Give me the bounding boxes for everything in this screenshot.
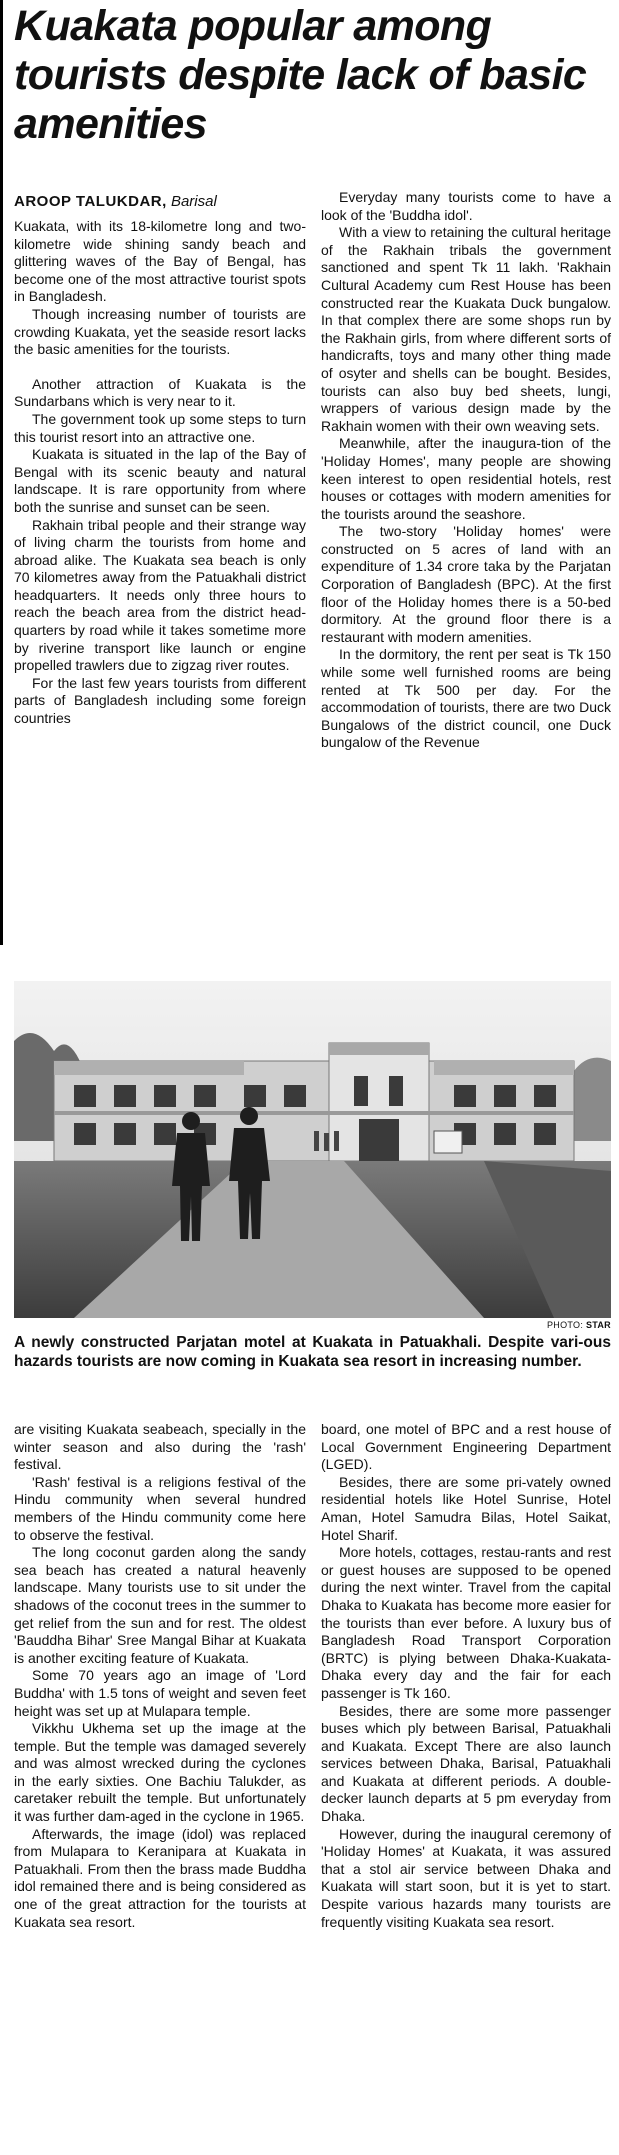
- byline-author: AROOP TALUKDAR,: [14, 193, 167, 210]
- headline: Kuakata popular among tourists despite lack of basic amenities: [14, 2, 587, 148]
- byline: [14, 192, 344, 212]
- article-column-3: [14, 1421, 306, 1931]
- paragraph: The two-story 'Holiday homes' were constructed on 5 acres of land with an expenditure of 1.34 crore taka by the Parjatan Corporation of Bangladesh (BPC). At the first floor of the Holiday homes there is a 50-bed dormitory. At the ground floor there is a restaurant with modern amenities.: [321, 523, 611, 645]
- paragraph: Some 70 years ago an image of 'Lord Buddha' with 1.5 tons of weight and seven feet height was set up at Mulapara temple.: [14, 1667, 306, 1719]
- paragraph: Vikkhu Ukhema set up the image at the temple. But the temple was damaged severely and was almost wrecked during the cyclones in the early sixties. One Bachiu Talukder, as caretaker rebuilt the temple. But unfortunately it was further dam-aged in the cyclone in 1965.: [14, 1720, 306, 1825]
- paragraph: Though increasing number of tourists are crowding Kuakata, yet the seaside resort lacks the basic amenities for the tourists.: [14, 305, 306, 358]
- paragraph: With a view to retaining the cultural heritage of the Rakhain tribals the government sanctioned and spent Tk 11 lakh. 'Rakhain Cultural Academy cum Rest House has been constructed rear the Kuakata Duck bungalow. In that complex there are some shops run by the Rakhain girls, from where different sorts of handicrafts, toys and many other thing made of osyter and shells can be bought. Besides, tourists can also buy bed sheets, lungi, wrappers of various design made by the Rakhain women with their own weaving sets.: [321, 224, 611, 434]
- paragraph: Everyday many tourists come to have a look of the 'Buddha idol'.: [321, 189, 611, 223]
- paragraph: 'Rash' festival is a religions festival of the Hindu community when several hundred members of the Hindu community come here to observe the festival.: [14, 1473, 306, 1543]
- paragraph: In the dormitory, the rent per seat is Tk 150 while some well furnished rooms are being rented at Tk 500 per day. For the accommodation of tourists, there are two Duck Bungalows of the district council, one Duck bungalow of the Revenue: [321, 646, 611, 751]
- paragraph: board, one motel of BPC and a rest house of Local Government Engineering Department (LGED).: [321, 1421, 611, 1473]
- paragraph: Afterwards, the image (idol) was replaced from Mulapara to Keranipara at Kuakata in Patuakhali. From then the brass made Buddha idol remained there and is being considered as one of the great attraction for the tourists at Kuakata sea resort.: [14, 1825, 306, 1930]
- column-rule: [0, 0, 3, 945]
- photo-caption: A newly constructed Parjatan motel at Kuakata in Patuakhali. Despite vari-ous hazards tourists are now coming in Kuakata sea resort in increasing number.: [14, 1334, 611, 1370]
- paragraph: Meanwhile, after the inaugura-tion of the 'Holiday Homes', many people are showing keen interest to open residential hotels, rest houses or cottages with modern amenities for the tourists around the seashore.: [321, 435, 611, 522]
- article-column-1: [14, 218, 306, 728]
- motel-photo: [14, 981, 611, 1318]
- paragraph: Kuakata is situated in the lap of the Bay of Bengal with its scenic beauty and natural landscape. It is rare opportunity from where both the sunrise and sunset can be seen.: [14, 446, 306, 515]
- paragraph: Rakhain tribal people and their strange way of living charm the tourists from home and abroad alike. The Kuakata sea beach is only 70 kilometres away from the Patuakhali district headquarters. It needs only three hours to reach the beach area from the district head-quarters by road while it takes sometime more by riverine transport like launch or engine propelled trawlers due to zigzag river routes.: [14, 516, 306, 674]
- article-column-4: [321, 1421, 611, 1931]
- paragraph: Besides, there are some pri-vately owned residential hotels like Hotel Sunrise, Hotel Aman, Hotel Samudra Bilas, Hotel Saikat, Hotel Sharif.: [321, 1473, 611, 1543]
- paragraph: Kuakata, with its 18-kilometre long and two-kilometre wide shining sandy beach and glittering waves of the Bay of Bengal, has become one of the most attractive tourist spots in Bangladesh.: [14, 218, 306, 305]
- paragraph: For the last few years tourists from different parts of Bangladesh including some foreign countries: [14, 674, 306, 727]
- paragraph: are visiting Kuakata seabeach, specially in the winter season and also during the 'rash' festival.: [14, 1421, 306, 1473]
- paragraph: The long coconut garden along the sandy sea beach has created a natural heavenly landscape. Many tourists use to sit under the shadows of the coconut trees in the summer to get relief from the sun and for rest. The oldest 'Bauddha Bihar' Sree Mangal Bihar at Kuakata is another exciting feature of Kuakata.: [14, 1544, 306, 1666]
- paragraph: However, during the inaugural ceremony of 'Holiday Homes' at Kuakata, it was assured that a stol air service between Dhaka and Kuakata will start soon, but it is yet to start. Despite various hazards many tourists are frequently visiting Kuakata sea resort.: [321, 1825, 611, 1930]
- paragraph: Another attraction of Kuakata is the Sundarbans which is very near to it.: [14, 375, 306, 410]
- byline-location: Barisal: [170, 193, 217, 210]
- photo-credit-source: STAR: [585, 1320, 611, 1330]
- paragraph: More hotels, cottages, restau-rants and rest or guest houses are supposed to be opened during the next winter. Travel from the capital Dhaka to Kuakata has become more easier for the tourists than ever before. A luxury bus of Bangladesh Road Transport Corporation (BRTC) is plying between Dhaka-Kuakata-Dhaka every day and the fair for each passenger is Tk 160.: [321, 1544, 611, 1701]
- paragraph: The government took up some steps to turn this tourist resort into an attractive one.: [14, 410, 306, 445]
- photo-credit: [450, 1320, 611, 1330]
- article-column-2: [321, 189, 611, 752]
- photo-credit-label: PHOTO:: [547, 1320, 584, 1330]
- paragraph: Besides, there are some more passenger buses which ply between Barisal, Patuakhali and Kuakata. Except There are also launch services between Dhaka, Barisal, Patuakhali and Kuakata at different periods. A double-decker launch departs at 5 pm everyday from Dhaka.: [321, 1702, 611, 1825]
